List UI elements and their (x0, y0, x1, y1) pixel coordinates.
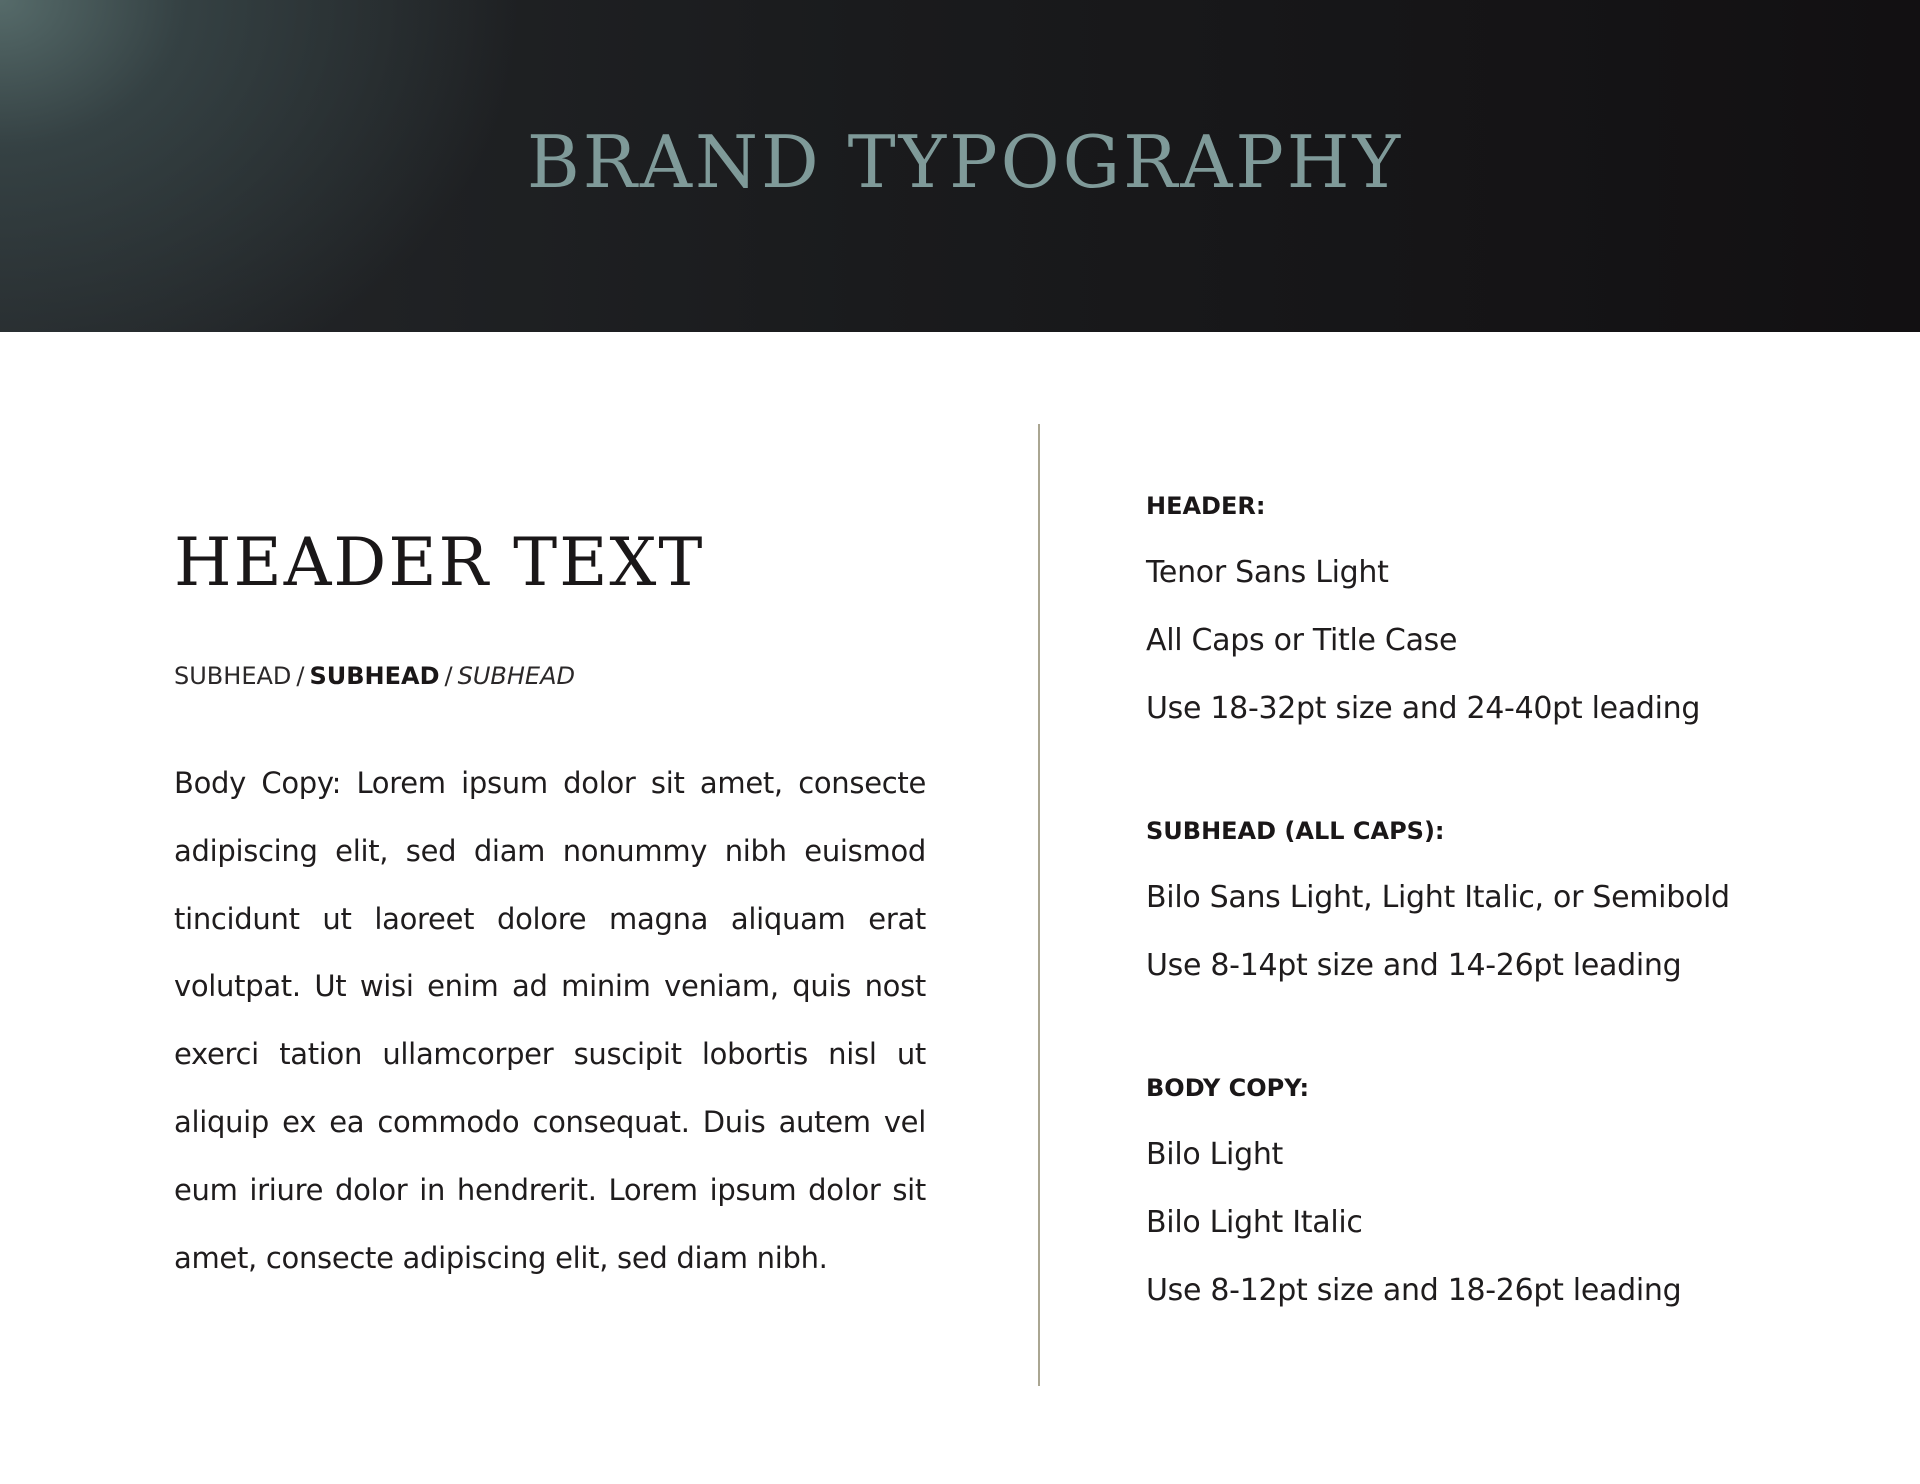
body-spec-label: BODY COPY: (1146, 1074, 1310, 1102)
column-divider (1038, 424, 1040, 1386)
subhead-italic-sample: SUBHEAD (457, 662, 575, 690)
header-spec-case: All Caps or Title Case (1146, 623, 1458, 658)
subhead-light-sample: SUBHEAD (174, 662, 292, 690)
body-spec-font-italic: Bilo Light Italic (1146, 1205, 1363, 1240)
page-title: BRAND TYPOGRAPHY (526, 120, 1404, 204)
body-copy-sample: Body Copy: Lorem ipsum dolor sit amet, consecte adipiscing elit, sed diam nonummy nibh euismod tincidunt ut laoreet dolore magna aliquam erat volutpat. Ut wisi enim ad minim veniam, quis nost exerci tation ullamcorper suscipit lobortis nisl ut aliquip ex ea commodo consequat. Duis autem vel eum iriure dolor in hendrerit. Lorem ipsum dolor sit amet, consecte adipiscing elit, sed diam nibh. (174, 766, 926, 1275)
header-spec-label: HEADER: (1146, 492, 1266, 520)
subhead-sample (174, 656, 575, 696)
body-spec-font: Bilo Light (1146, 1137, 1284, 1172)
subhead-separator-2: / (444, 662, 453, 690)
body-spec-size: Use 8-12pt size and 18-26pt leading (1146, 1273, 1682, 1308)
subhead-spec-label: SUBHEAD (ALL CAPS): (1146, 817, 1445, 845)
subhead-spec-size: Use 8-14pt size and 14-26pt leading (1146, 948, 1682, 983)
header-spec-font: Tenor Sans Light (1146, 555, 1389, 590)
header-text-sample: HEADER TEXT (174, 524, 705, 601)
subhead-bold-sample: SUBHEAD (309, 662, 440, 690)
subhead-spec-font: Bilo Sans Light, Light Italic, or Semibold (1146, 880, 1730, 915)
subhead-separator: / (296, 662, 305, 690)
header-spec-size: Use 18-32pt size and 24-40pt leading (1146, 691, 1701, 726)
header-banner (0, 0, 1920, 332)
